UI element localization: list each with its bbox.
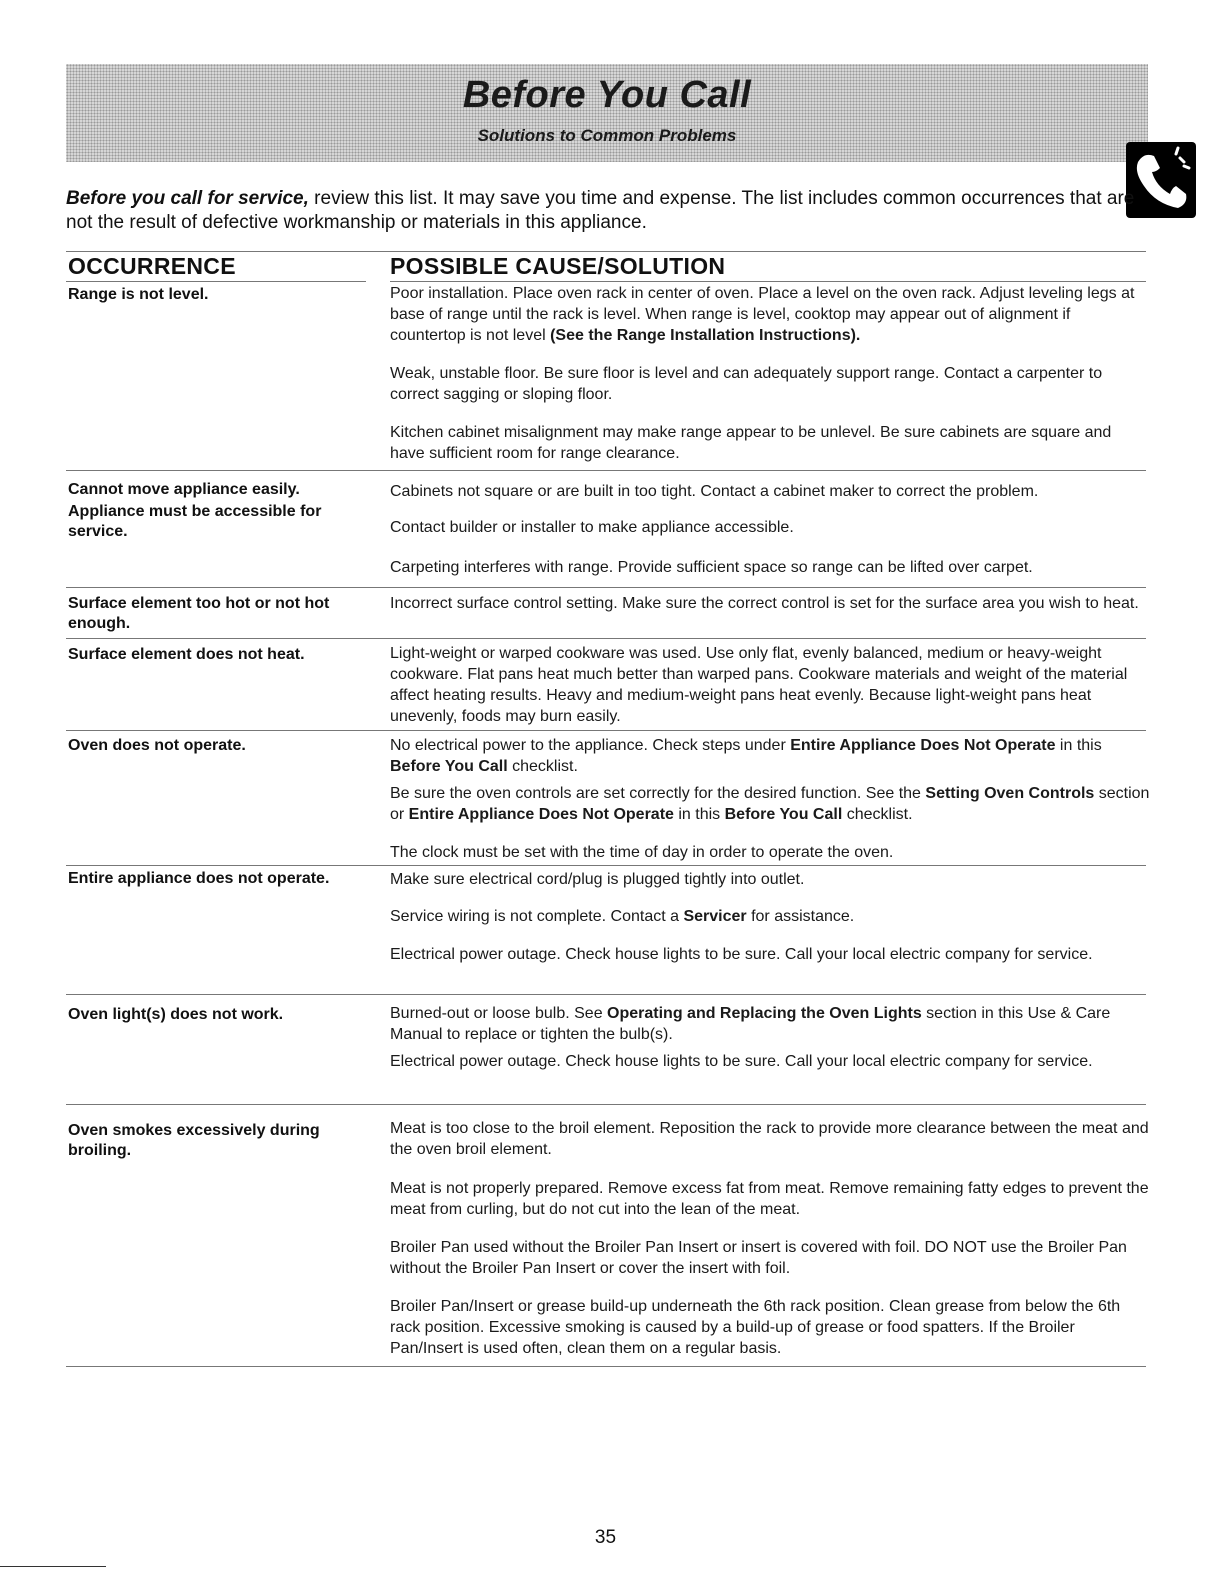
divider: [66, 281, 366, 282]
solution-part: in this: [1055, 737, 1102, 754]
solution-emphasis: Before You Call: [724, 806, 843, 823]
divider: [66, 638, 1146, 639]
solution-emphasis: Entire Appliance Does Not Operate: [408, 806, 674, 823]
divider: [66, 251, 1146, 252]
intro-lead: Before you call for service,: [66, 188, 309, 209]
divider: [66, 865, 1146, 866]
footer-rule: [0, 1566, 106, 1567]
occurrence-surface-too-hot: Surface element too hot or not hot enough.: [68, 595, 330, 632]
solution-text: Weak, unstable floor. Be sure floor is level and can adequately support range. Contact a carpenter to correct sagging or sloping floor.: [390, 365, 1103, 403]
divider: [66, 1104, 1146, 1105]
divider: [66, 1366, 1146, 1367]
occurrence-cannot-move: Cannot move appliance easily.: [68, 481, 300, 498]
solution-text: Kitchen cabinet misalignment may make range appear to be unlevel. Be sure cabinets are square and have sufficient room for range clearance.: [390, 424, 1112, 462]
solution-part: Service wiring is not complete. Contact a: [390, 908, 684, 925]
solution-text: Broiler Pan used without the Broiler Pan Insert or insert is covered with foil. DO NOT use the Broiler Pan without the Broiler Pan Insert or cover the insert with foil.: [390, 1239, 1127, 1277]
solution-emphasis: Entire Appliance Does Not Operate: [790, 737, 1056, 754]
page-number: 35: [594, 1527, 617, 1548]
solution-text: Meat is too close to the broil element. Reposition the rack to provide more clearance between the meat and the oven broil element.: [390, 1120, 1149, 1158]
occurrence-oven-no-operate: Oven does not operate.: [68, 737, 246, 754]
solution-part: in this: [673, 806, 725, 823]
solution-text: Light-weight or warped cookware was used. Use only flat, evenly balanced, medium or heavy-weight cookware. Flat pans heat much better than warped pans. Cookware materials and weight of the material affect heating results. Heavy and medium-weight pans heat evenly. Because light-weight pans heat unevenly, foods may burn easily.: [390, 645, 1128, 725]
page-title: Before You Call: [462, 74, 752, 116]
solution-emphasis: Before You Call: [390, 758, 508, 775]
intro-paragraph: [66, 187, 1146, 235]
solution-part: checklist.: [507, 758, 578, 775]
solution-text: [390, 1003, 1150, 1045]
divider: [66, 470, 1146, 471]
solution-text: Incorrect surface control setting. Make sure the correct control is set for the surface area you wish to heat.: [390, 595, 1139, 612]
solution-emphasis: Operating and Replacing the Oven Lights: [607, 1005, 922, 1022]
occurrence-must-be-accessible: Appliance must be accessible for service.: [68, 503, 322, 540]
solution-emphasis: (See the Range Installation Instructions).: [550, 327, 861, 344]
solution-text: Contact builder or installer to make appliance accessible.: [390, 519, 794, 536]
solution-part: section in this Use & Care Manual to replace or tighten the bulb(s).: [390, 1005, 1111, 1043]
divider: [66, 587, 1146, 588]
occurrence-oven-smokes: Oven smokes excessively during broiling.: [68, 1122, 320, 1159]
solution-text: Meat is not properly prepared. Remove excess fat from meat. Remove remaining fatty edges to prevent the meat from curling, but do not cut into the lean of the meat.: [390, 1180, 1149, 1218]
solution-emphasis: Setting Oven Controls: [925, 785, 1095, 802]
page-subtitle: Solutions to Common Problems: [477, 126, 737, 145]
solution-part: checklist.: [842, 806, 913, 823]
solution-text: Broiler Pan/Insert or grease build-up underneath the 6th rack position. Clean grease from below the 6th rack position. Excessive smoking is caused by a build-up of grease or food spatters. If the Broiler Pan/Insert is used often, clean them on a regular basis.: [390, 1298, 1121, 1357]
occurrence-oven-light: Oven light(s) does not work.: [68, 1006, 284, 1023]
header-banner: [66, 64, 1148, 162]
solution-text: [390, 283, 1150, 346]
solution-text: [390, 735, 1150, 777]
occurrence-entire-no-operate: Entire appliance does not operate.: [68, 870, 330, 887]
solution-text: The clock must be set with the time of day in order to operate the oven.: [390, 844, 894, 861]
occurrence-surface-no-heat: Surface element does not heat.: [68, 646, 305, 663]
solution-text: Carpeting interferes with range. Provide sufficient space so range can be lifted over carpet.: [390, 559, 1033, 576]
solution-emphasis: Servicer: [683, 908, 747, 925]
divider: [66, 730, 1146, 731]
solution-text: Electrical power outage. Check house lights to be sure. Call your local electric company for service.: [390, 946, 1093, 963]
solution-part: section or: [390, 785, 1150, 823]
solution-part: No electrical power to the appliance. Check steps under: [390, 737, 791, 754]
solution-header: POSSIBLE CAUSE/SOLUTION: [390, 253, 726, 279]
solution-text: [390, 783, 1150, 825]
occurrence-header: OCCURRENCE: [68, 253, 236, 279]
occurrence-range-not-level: Range is not level.: [68, 286, 209, 303]
solution-part: Burned-out or loose bulb. See: [390, 1005, 608, 1022]
solution-part: for assistance.: [746, 908, 855, 925]
solution-part: Be sure the oven controls are set correctly for the desired function. See the: [390, 785, 926, 802]
divider: [66, 994, 1146, 995]
intro-text: review this list. It may save you time and expense. The list includes common occurrences that are not the result of defective workmanship or materials in this appliance.: [66, 188, 1135, 233]
solution-text: Make sure electrical cord/plug is plugged tightly into outlet.: [390, 871, 805, 888]
solution-text: Cabinets not square or are built in too tight. Contact a cabinet maker to correct the problem.: [390, 483, 1039, 500]
solution-text: [390, 906, 1150, 927]
solution-text: Electrical power outage. Check house lights to be sure. Call your local electric company for service.: [390, 1053, 1093, 1070]
solution-part: Poor installation. Place oven rack in center of oven. Place a level on the oven rack. Adjust leveling legs at base of range until the rack is level. When range is level, cooktop may appear out of alignment if countertop is not level: [390, 285, 1135, 344]
divider: [390, 281, 1146, 282]
